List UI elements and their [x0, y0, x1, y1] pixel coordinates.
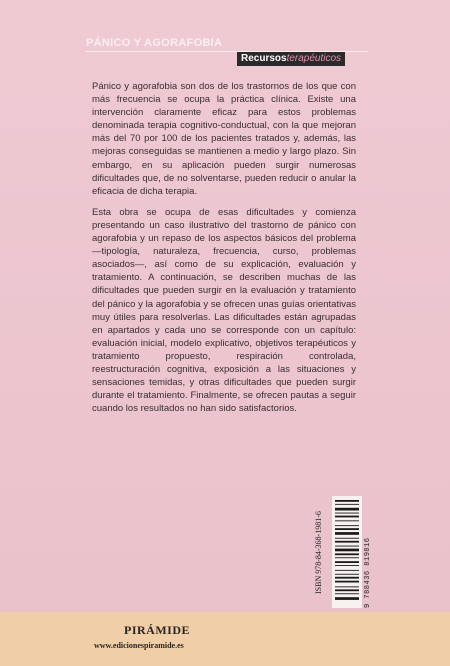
- footer-band: [0, 612, 450, 666]
- series-badge-accent: terapéuticos: [286, 53, 342, 64]
- barcode-digits: 9 788436 819816: [364, 537, 372, 608]
- series-badge-main: Recursos: [241, 53, 287, 64]
- barcode: [332, 496, 362, 608]
- series-title: PÁNICO Y AGORAFOBIA: [86, 37, 223, 49]
- publisher-url: www.edicionespiramide.es: [94, 641, 184, 650]
- isbn-label: ISBN 978-84-368-1981-6: [314, 511, 323, 595]
- blurb-text: [92, 80, 356, 423]
- series-badge: [237, 52, 345, 66]
- blurb-paragraph-1: Pánico y agorafobia son dos de los trastornos de los que con más frecuencia se ocupa la práctica clínica. Existe una intervención claramente eficaz para estos problemas denominada terapia cognitivo-conductual, con la que mejoran más del 70 por 100 de los pacientes tratados y, además, las mejoras conseguidas se mantienen a medio y largo plazo. Sin embargo, en su aplicación pueden surgir numerosas dificultades que, de no solventarse, pueden reducir o anular la eficacia de dicha terapia.: [92, 81, 356, 197]
- publisher-name: PIRÁMIDE: [124, 623, 190, 637]
- blurb-paragraph-2: Esta obra se ocupa de esas dificultades y comienza presentando un caso ilustrativo del trastorno de pánico con agorafobia y un repaso de los aspectos básicos del problema —tipología, naturaleza, frecuencia, curso, problemas asociados—, así como de su explicación, evaluación y tratamiento. A continuación, se describen muchas de las dificultades que pueden surgir en la evaluación y tratamiento del pánico y la agorafobia y se ofrecen unas guías orientativas muy útiles para resolverlas. Las dificultades están agrupadas en apartados y cada uno se corresponde con un capítulo: evaluación inicial, modelo explicativo, objetivos terapéuticos y tratamiento propuesto, respiración controlada, reestructuración cognitiva, exposición a las situaciones y sensaciones temidas, y otras dificultades que pueden surgir durante el tratamiento. Finalmente, se ofrecen pautas a seguir cuando los resultados no han sido satisfactorios.: [92, 206, 356, 415]
